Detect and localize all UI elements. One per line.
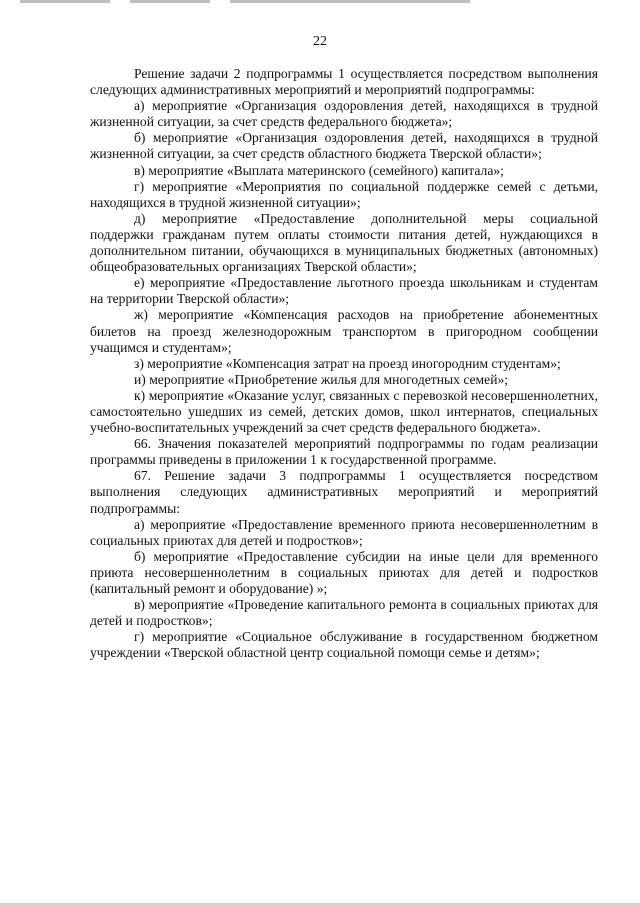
list-item: е) мероприятие «Предоставление льготного проезда школьникам и студентам на территории Тверской области»; <box>90 275 598 307</box>
list-item: г) мероприятие «Социальное обслуживание в государственном бюджетном учреждении «Тверской областной центр социальной помощи семье и детям»; <box>90 629 598 661</box>
paragraph: 67. Решение задачи 3 подпрограммы 1 осуществляется посредством выполнения следующих административных мероприятий и мероприятий подпрограммы: <box>90 468 598 516</box>
list-item: к) мероприятие «Оказание услуг, связанных с перевозкой несовершеннолетних, самостоятельно ушедших из семей, детских домов, школ интернатов, специальных учебно-воспитательных учреждений за счет средств федерального бюджета». <box>90 387 598 436</box>
list-item: б) мероприятие «Организация оздоровления детей, находящихся в трудной жизненной ситуации, за счет средств областного бюджета Тверской области»; <box>90 130 598 162</box>
list-item: б) мероприятие «Предоставление субсидии на иные цели для временного приюта несовершеннолетним в социальных приютах для детей и подростков (капитальный ремонт и оборудование) »; <box>90 548 598 596</box>
list-item: з) мероприятие «Компенсация затрат на проезд иногородним студентам»; <box>134 355 561 371</box>
list-item: в) мероприятие «Проведение капитального ремонта в социальных приютах для детей и подростков»; <box>90 597 598 629</box>
list-item: г) мероприятие «Мероприятия по социальной поддержке семей с детьми, находящихся в трудной жизненной ситуации»; <box>90 178 598 210</box>
paragraph: Решение задачи 2 подпрограммы 1 осуществляется посредством выполнения следующих административных мероприятий и мероприятий подпрограммы: <box>90 66 598 98</box>
paragraph: 66. Значения показателей мероприятий подпрограммы по годам реализации программы приведены в приложении 1 к государственной программе. <box>90 436 598 468</box>
document-body <box>90 66 598 661</box>
list-item: в) мероприятие «Выплата материнского (семейного) капитала»; <box>134 162 504 178</box>
list-item: а) мероприятие «Организация оздоровления детей, находящихся в трудной жизненной ситуации, за счет средств федерального бюджета»; <box>90 98 598 130</box>
list-item: и) мероприятие «Приобретение жилья для многодетных семей»; <box>134 371 509 387</box>
page-number: 22 <box>313 34 327 49</box>
list-item: ж) мероприятие «Компенсация расходов на приобретение абонементных билетов на проезд железнодорожным транспортом в пригородном сообщении учащимся и студентам»; <box>90 307 598 355</box>
list-item: а) мероприятие «Предоставление временного приюта несовершеннолетним в социальных приютах для детей и подростков»; <box>90 516 598 548</box>
list-item: д) мероприятие «Предоставление дополнительной меры социальной поддержки гражданам путем оплаты стоимости питания детей, нуждающихся в дополнительном питании, обучающихся в муниципальных бюджетных (автономных) общеобразовательных организациях Тверской области»; <box>90 210 598 275</box>
scan-top-edge <box>0 0 640 3</box>
